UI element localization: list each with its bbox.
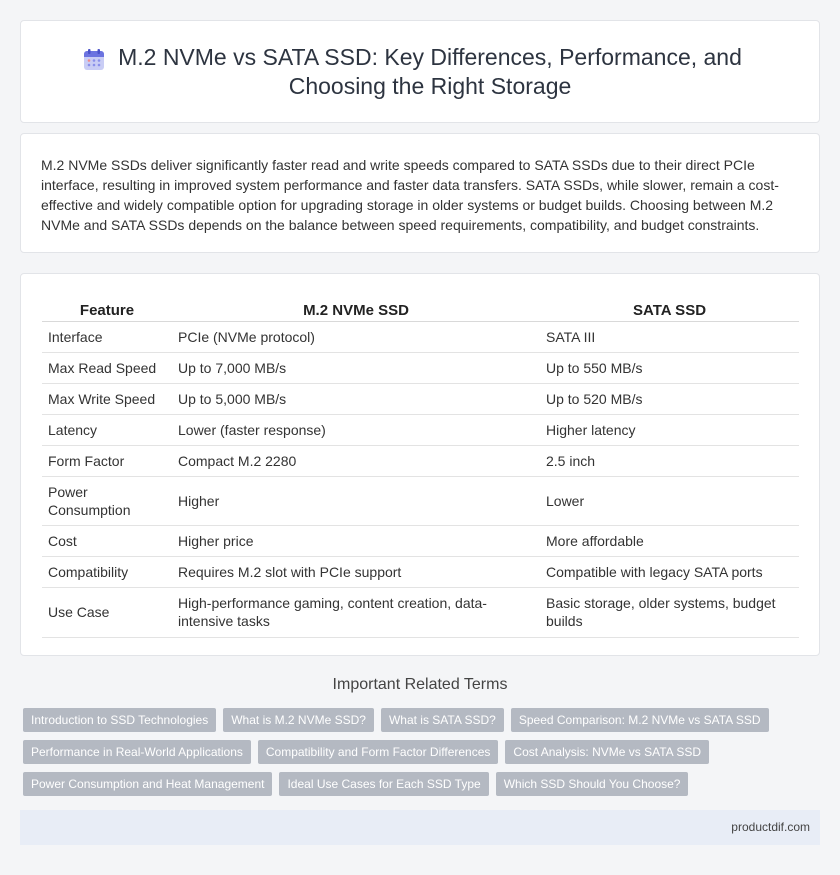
table-cell: Compact M.2 2280 — [172, 445, 540, 476]
table-cell: Lower — [540, 476, 799, 525]
table-row — [42, 352, 799, 383]
table-cell: Up to 520 MB/s — [540, 383, 799, 414]
table-cell: SATA III — [540, 321, 799, 352]
table-header-row — [42, 294, 799, 321]
header-sata: SATA SSD — [540, 294, 799, 321]
table-row — [42, 476, 799, 525]
header-nvme: M.2 NVMe SSD — [172, 294, 540, 321]
table-cell: 2.5 inch — [540, 445, 799, 476]
table-cell: Higher — [172, 476, 540, 525]
comparison-table-card — [20, 273, 820, 656]
tag-link[interactable]: Compatibility and Form Factor Differences — [258, 740, 499, 764]
header-feature: Feature — [42, 294, 172, 321]
table-row — [42, 525, 799, 556]
related-terms-tags — [23, 708, 803, 804]
tag-link[interactable]: Cost Analysis: NVMe vs SATA SSD — [505, 740, 709, 764]
tag-row — [23, 772, 803, 796]
table-row — [42, 321, 799, 352]
table-row — [42, 587, 799, 637]
table-cell: Up to 5,000 MB/s — [172, 383, 540, 414]
tag-row — [23, 708, 803, 732]
table-row — [42, 383, 799, 414]
tag-link[interactable]: Ideal Use Cases for Each SSD Type — [279, 772, 488, 796]
tag-link[interactable]: Speed Comparison: M.2 NVMe vs SATA SSD — [511, 708, 769, 732]
table-cell: Power Consumption — [42, 476, 172, 525]
table-cell: Interface — [42, 321, 172, 352]
footer-site-name: productdif.com — [731, 820, 810, 834]
table-cell: PCIe (NVMe protocol) — [172, 321, 540, 352]
page-title: M.2 NVMe vs SATA SSD: Key Differences, Performance, and Choosing the Right Storage — [118, 44, 742, 99]
table-cell: Up to 7,000 MB/s — [172, 352, 540, 383]
table-cell: High-performance gaming, content creation, data-intensive tasks — [172, 587, 540, 637]
tag-link[interactable]: Introduction to SSD Technologies — [23, 708, 216, 732]
table-cell: Max Write Speed — [42, 383, 172, 414]
tag-link[interactable]: What is M.2 NVMe SSD? — [223, 708, 374, 732]
table-cell: Higher price — [172, 525, 540, 556]
footer — [20, 810, 820, 845]
comparison-table — [42, 294, 799, 638]
table-cell: Form Factor — [42, 445, 172, 476]
intro-paragraph: M.2 NVMe SSDs deliver significantly faster read and write speeds compared to SATA SSDs due to their direct PCIe interface, resulting in improved system performance and faster data transfers. SATA SSDs, while slower, remain a cost-effective and widely compatible option for upgrading storage in older systems or budget builds. Choosing between M.2 NVMe and SATA SSDs depends on the balance between speed requirements, compatibility, and budget constraints. — [41, 157, 779, 233]
table-cell: Max Read Speed — [42, 352, 172, 383]
table-cell: Requires M.2 slot with PCIe support — [172, 556, 540, 587]
table-cell: Up to 550 MB/s — [540, 352, 799, 383]
table-cell: Latency — [42, 414, 172, 445]
intro-card — [20, 133, 820, 253]
table-row — [42, 556, 799, 587]
title-card — [20, 20, 820, 123]
table-row — [42, 445, 799, 476]
tag-link[interactable]: What is SATA SSD? — [381, 708, 504, 732]
tag-link[interactable]: Power Consumption and Heat Management — [23, 772, 272, 796]
table-cell: Higher latency — [540, 414, 799, 445]
table-cell: Use Case — [42, 587, 172, 637]
table-cell: More affordable — [540, 525, 799, 556]
tag-row — [23, 740, 803, 764]
tag-link[interactable]: Which SSD Should You Choose? — [496, 772, 689, 796]
table-row — [42, 414, 799, 445]
table-cell: Cost — [42, 525, 172, 556]
table-cell: Lower (faster response) — [172, 414, 540, 445]
table-cell: Compatible with legacy SATA ports — [540, 556, 799, 587]
related-terms-title: Important Related Terms — [332, 676, 508, 693]
tag-link[interactable]: Performance in Real-World Applications — [23, 740, 251, 764]
table-cell: Compatibility — [42, 556, 172, 587]
table-cell: Basic storage, older systems, budget builds — [540, 587, 799, 637]
